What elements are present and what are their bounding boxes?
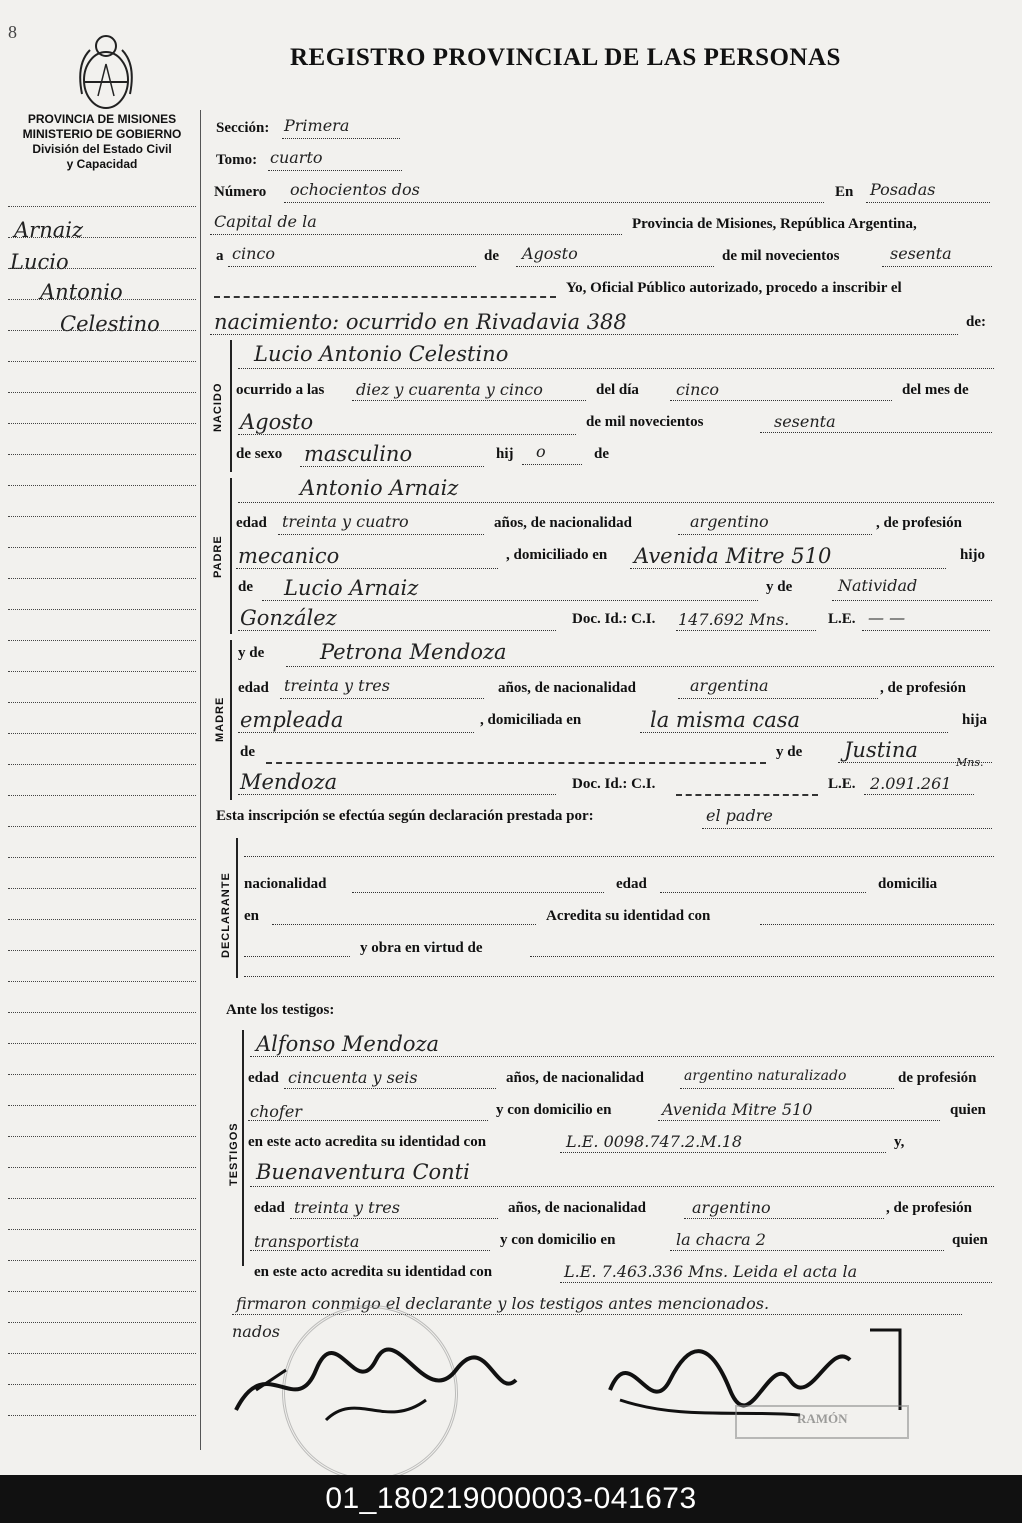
edad-label: edad <box>616 876 647 892</box>
hora-value: diez y cuarenta y cinco <box>356 380 543 399</box>
margin-rule-line <box>8 1415 196 1416</box>
prof-label: , de profesión <box>886 1200 972 1216</box>
nacionalidad-label: nacionalidad <box>244 876 327 892</box>
testigo1-profesion: chofer <box>250 1102 302 1121</box>
issuer-line: MINISTERIO DE GOBIERNO <box>22 127 182 141</box>
madre-nombre: Petrona Mendoza <box>320 640 507 664</box>
margin-name: Celestino <box>60 312 160 336</box>
testigo1-nacionalidad: argentino naturalizado <box>684 1068 847 1084</box>
ocurrido-label: ocurrido a las <box>236 382 325 398</box>
nac-label: años, de nacionalidad <box>506 1070 644 1086</box>
margin-rule-line <box>8 857 196 858</box>
padre-le: — — <box>868 608 906 627</box>
margin-rule-line <box>8 1012 196 1013</box>
field-line <box>238 434 576 435</box>
signature-declarante <box>226 1330 526 1440</box>
section-bracket <box>230 478 232 634</box>
field-line <box>516 266 714 267</box>
margin-rule-line <box>8 268 196 269</box>
madre-profesion: empleada <box>240 708 344 732</box>
doc-label: Doc. Id.: C.I. <box>572 611 656 627</box>
margin-rule-line <box>8 609 196 610</box>
margin-rule-line <box>8 1105 196 1106</box>
margin-rule-line <box>8 485 196 486</box>
field-line <box>250 1186 994 1187</box>
testigo2-profesion: transportista <box>254 1232 360 1251</box>
margin-rule-line <box>8 640 196 641</box>
official-stamp <box>735 1405 909 1439</box>
document-id-footer: 01_180219000003-041673 <box>0 1475 1022 1523</box>
field-line <box>864 794 974 795</box>
field-line <box>630 568 946 569</box>
domicilia-label: domicilia <box>878 876 938 892</box>
dia-value: cinco <box>676 380 719 399</box>
dom-label: y con domicilio en <box>500 1232 616 1248</box>
field-line <box>760 432 992 433</box>
acredita-label: en este acto acredita su identidad con <box>254 1264 493 1280</box>
margin-divider <box>200 110 201 1450</box>
y-de-label: y de <box>766 579 793 595</box>
testigo1-edad: cincuenta y seis <box>288 1068 418 1087</box>
margin-rule-line <box>8 454 196 455</box>
margin-rule-line <box>8 1384 196 1385</box>
issuer-line: y Capacidad <box>66 157 138 171</box>
edad-label: edad <box>248 1070 279 1086</box>
nac-label: años, de nacionalidad <box>498 680 636 696</box>
field-line <box>250 1056 994 1057</box>
padre-madre-apellido: González <box>240 606 337 630</box>
nacido-section-label: NACIDO <box>212 382 224 432</box>
de-label: de <box>240 744 255 760</box>
argentina-coat-of-arms-icon <box>74 24 138 116</box>
mil-label: de mil novecientos <box>722 248 840 264</box>
field-line <box>272 924 536 925</box>
sexo-label: de sexo <box>236 446 283 462</box>
seccion-label: Sección: <box>216 120 270 136</box>
margin-surname: Arnaiz <box>14 218 84 242</box>
margin-name: Antonio <box>40 280 123 304</box>
testigo2-nacionalidad: argentino <box>692 1198 771 1217</box>
field-line <box>882 266 992 267</box>
document-title: REGISTRO PROVINCIAL DE LAS PERSONAS <box>290 44 841 71</box>
le-label: L.E. <box>828 776 856 792</box>
margin-rule-line <box>8 795 196 796</box>
hij-label: hij <box>496 446 514 462</box>
ante-label: Ante los testigos: <box>226 1002 335 1018</box>
seccion-value: Primera <box>284 116 350 135</box>
field-line <box>300 466 484 467</box>
margin-rule-line <box>8 206 196 207</box>
y-label: y, <box>894 1134 905 1150</box>
doc-label: Doc. Id.: C.I. <box>572 776 656 792</box>
numero-value: ochocientos dos <box>290 180 420 199</box>
madre-section-label: MADRE <box>214 696 226 742</box>
prof-label: de profesión <box>898 1070 977 1086</box>
field-line <box>282 138 400 139</box>
en-value: Posadas <box>870 180 936 199</box>
field-line <box>238 368 994 369</box>
field-line <box>238 502 994 503</box>
field-line <box>676 630 816 631</box>
testigos-section-label: TESTIGOS <box>228 1122 240 1186</box>
madre-madre-apellido: Mendoza <box>240 770 338 794</box>
mes-value: Agosto <box>522 244 578 263</box>
y-de-label: y de <box>238 645 265 661</box>
section-bracket <box>236 838 238 978</box>
field-line <box>262 600 758 601</box>
field-line <box>678 698 878 699</box>
margin-rule-line <box>8 733 196 734</box>
field-line <box>560 1282 992 1283</box>
padre-nacionalidad: argentino <box>690 512 769 531</box>
dom-label: y con domicilio en <box>496 1102 612 1118</box>
margin-rule-line <box>8 1291 196 1292</box>
margin-rule-line <box>8 702 196 703</box>
edad-label: edad <box>236 515 267 531</box>
mes-value: Agosto <box>240 410 314 434</box>
testigo1-documento: L.E. 0098.747.2.M.18 <box>566 1132 743 1151</box>
cierre-line: firmaron conmigo el declarante y los testigos antes mencionados. <box>236 1294 770 1313</box>
issuer-line: División del Estado Civil <box>32 142 172 156</box>
declarante-section-label: DECLARANTE <box>220 872 232 958</box>
margin-rule-line <box>8 1074 196 1075</box>
field-line <box>670 400 892 401</box>
testigo2-edad: treinta y tres <box>294 1198 400 1217</box>
page-code: 8 <box>8 22 17 42</box>
margin-rule-line <box>8 392 196 393</box>
field-line <box>660 892 866 893</box>
edad-label: edad <box>254 1200 285 1216</box>
padre-domicilio: Avenida Mitre 510 <box>634 544 832 568</box>
field-line <box>214 296 556 298</box>
margin-rule-line <box>8 361 196 362</box>
field-line <box>210 234 622 235</box>
del-mes-label: del mes de <box>902 382 969 398</box>
margin-rule-line <box>8 1353 196 1354</box>
madre-nacionalidad: argentina <box>690 676 769 695</box>
margin-rule-line <box>8 919 196 920</box>
padre-ci: 147.692 Mns. <box>678 610 790 629</box>
y-de-label: y de <box>776 744 803 760</box>
field-line <box>530 956 994 957</box>
acredita-label: Acredita su identidad con <box>546 908 711 924</box>
margin-rule-line <box>8 671 196 672</box>
testigo2-domicilio: la chacra 2 <box>676 1230 766 1249</box>
hijo-label: hijo <box>960 547 986 563</box>
field-line <box>244 856 994 857</box>
field-line <box>678 534 872 535</box>
padre-madre: Natividad <box>838 576 918 595</box>
prof-label: , de profesión <box>880 680 966 696</box>
quien-label: quien <box>952 1232 988 1248</box>
section-bracket <box>230 640 232 800</box>
declaracion-text: Esta inscripción se efectúa según declaración prestada por: <box>216 808 594 824</box>
sexo-value: masculino <box>304 442 413 466</box>
capital-value: Capital de la <box>214 212 317 231</box>
field-line <box>244 956 350 957</box>
dia-value: cinco <box>232 244 275 263</box>
madre-madre: Justina <box>844 738 918 762</box>
edad-label: edad <box>238 680 269 696</box>
numero-label: Número <box>214 184 267 200</box>
declaracion-value: el padre <box>706 806 773 825</box>
field-line <box>280 698 484 699</box>
margin-name: Lucio <box>10 250 69 274</box>
section-bracket <box>230 340 232 472</box>
field-line <box>866 202 990 203</box>
issuer-line: PROVINCIA DE MISIONES <box>27 112 177 126</box>
margin-rule-line <box>8 516 196 517</box>
margin-rule-line <box>8 1198 196 1199</box>
margin-rule-line <box>8 981 196 982</box>
de-label: de <box>484 248 499 264</box>
margin-rule-line <box>8 888 196 889</box>
margin-rule-line <box>8 1229 196 1230</box>
field-line <box>278 534 484 535</box>
tomo-value: cuarto <box>270 148 323 167</box>
obra-label: y obra en virtud de <box>360 940 483 956</box>
margin-rule-line <box>8 423 196 424</box>
madre-le: 2.091.261 <box>870 774 952 793</box>
en-label: En <box>835 184 854 200</box>
padre-profesion: mecanico <box>238 544 340 568</box>
field-line <box>676 794 818 796</box>
field-line <box>286 666 994 667</box>
tomo-label: Tomo: <box>216 152 258 168</box>
dom-label: , domiciliado en <box>506 547 608 563</box>
madre-edad: treinta y tres <box>284 676 390 695</box>
padre-section-label: PADRE <box>212 535 224 578</box>
en-label: en <box>244 908 259 924</box>
field-line <box>680 1088 894 1089</box>
field-line <box>560 1152 886 1153</box>
margin-rule-line <box>8 1043 196 1044</box>
field-line <box>238 630 556 631</box>
de-end-label: de: <box>966 314 986 330</box>
margin-rule-line <box>8 578 196 579</box>
section-bracket <box>242 1030 244 1266</box>
field-line <box>284 202 824 203</box>
cierre-line: nados <box>232 1322 280 1341</box>
padre-padre: Lucio Arnaiz <box>284 576 419 600</box>
margin-rule-line <box>8 299 196 300</box>
hij-value: o <box>536 442 546 461</box>
field-line <box>248 1120 488 1121</box>
field-line <box>352 892 604 893</box>
field-line <box>862 630 990 631</box>
margin-rule-line <box>8 950 196 951</box>
field-line <box>832 600 992 601</box>
field-line <box>266 762 766 764</box>
stamp-text: RAMÓN <box>797 1411 848 1426</box>
quien-label: quien <box>950 1102 986 1118</box>
field-line <box>522 464 582 465</box>
field-line <box>702 828 992 829</box>
field-line <box>244 976 994 977</box>
dom-label: , domiciliada en <box>480 712 582 728</box>
testigo1-domicilio: Avenida Mitre 510 <box>662 1100 813 1119</box>
field-line <box>640 732 948 733</box>
margin-rule-line <box>8 1167 196 1168</box>
margin-rule-line <box>8 764 196 765</box>
le-label: L.E. <box>828 611 856 627</box>
provincia-text: Provincia de Misiones, República Argentina, <box>632 216 917 232</box>
acredita-label: en este acto acredita su identidad con <box>248 1134 487 1150</box>
padre-nombre: Antonio Arnaiz <box>300 476 459 500</box>
margin-rule-line <box>8 1260 196 1261</box>
field-line <box>238 794 556 795</box>
oficial-text: Yo, Oficial Público autorizado, procedo a inscribir el <box>566 280 902 296</box>
field-line <box>684 1218 884 1219</box>
field-line <box>658 1120 940 1121</box>
anio-value: sesenta <box>890 244 952 263</box>
field-line <box>238 732 474 733</box>
margin-rule-line <box>8 547 196 548</box>
field-line <box>760 924 994 925</box>
del-dia-label: del día <box>596 382 639 398</box>
a-label: a <box>216 248 224 264</box>
margin-rule-line <box>8 826 196 827</box>
madre-le-note: Mns. <box>956 756 984 769</box>
testigo2-nombre: Buenaventura Conti <box>256 1160 470 1184</box>
de-label: de <box>238 579 253 595</box>
margin-rule-line <box>8 1322 196 1323</box>
de-label: de <box>594 446 609 462</box>
margin-rule-line <box>8 237 196 238</box>
anio-value: sesenta <box>774 412 836 431</box>
nac-label: años, de nacionalidad <box>494 515 632 531</box>
testigo1-nombre: Alfonso Mendoza <box>256 1032 440 1056</box>
mil-label: de mil novecientos <box>586 414 704 430</box>
margin-rule-line <box>8 330 196 331</box>
hija-label: hija <box>962 712 988 728</box>
acto-value: nacimiento: ocurrido en Rivadavia 388 <box>214 310 627 334</box>
madre-domicilio: la misma casa <box>650 708 801 732</box>
padre-edad: treinta y cuatro <box>282 512 409 531</box>
field-line <box>250 1250 490 1251</box>
testigo2-documento: L.E. 7.463.336 Mns. Leida el acta la <box>564 1262 858 1281</box>
field-line <box>268 170 402 171</box>
field-line <box>236 568 498 569</box>
field-line <box>210 334 958 335</box>
field-line <box>670 1250 944 1251</box>
nacido-nombre: Lucio Antonio Celestino <box>254 342 509 366</box>
field-line <box>284 1088 496 1089</box>
field-line <box>290 1218 498 1219</box>
nac-label: años, de nacionalidad <box>508 1200 646 1216</box>
prof-label: , de profesión <box>876 515 962 531</box>
field-line <box>352 400 586 401</box>
field-line <box>228 266 476 267</box>
issuer-block <box>4 112 200 172</box>
margin-rule-line <box>8 1136 196 1137</box>
